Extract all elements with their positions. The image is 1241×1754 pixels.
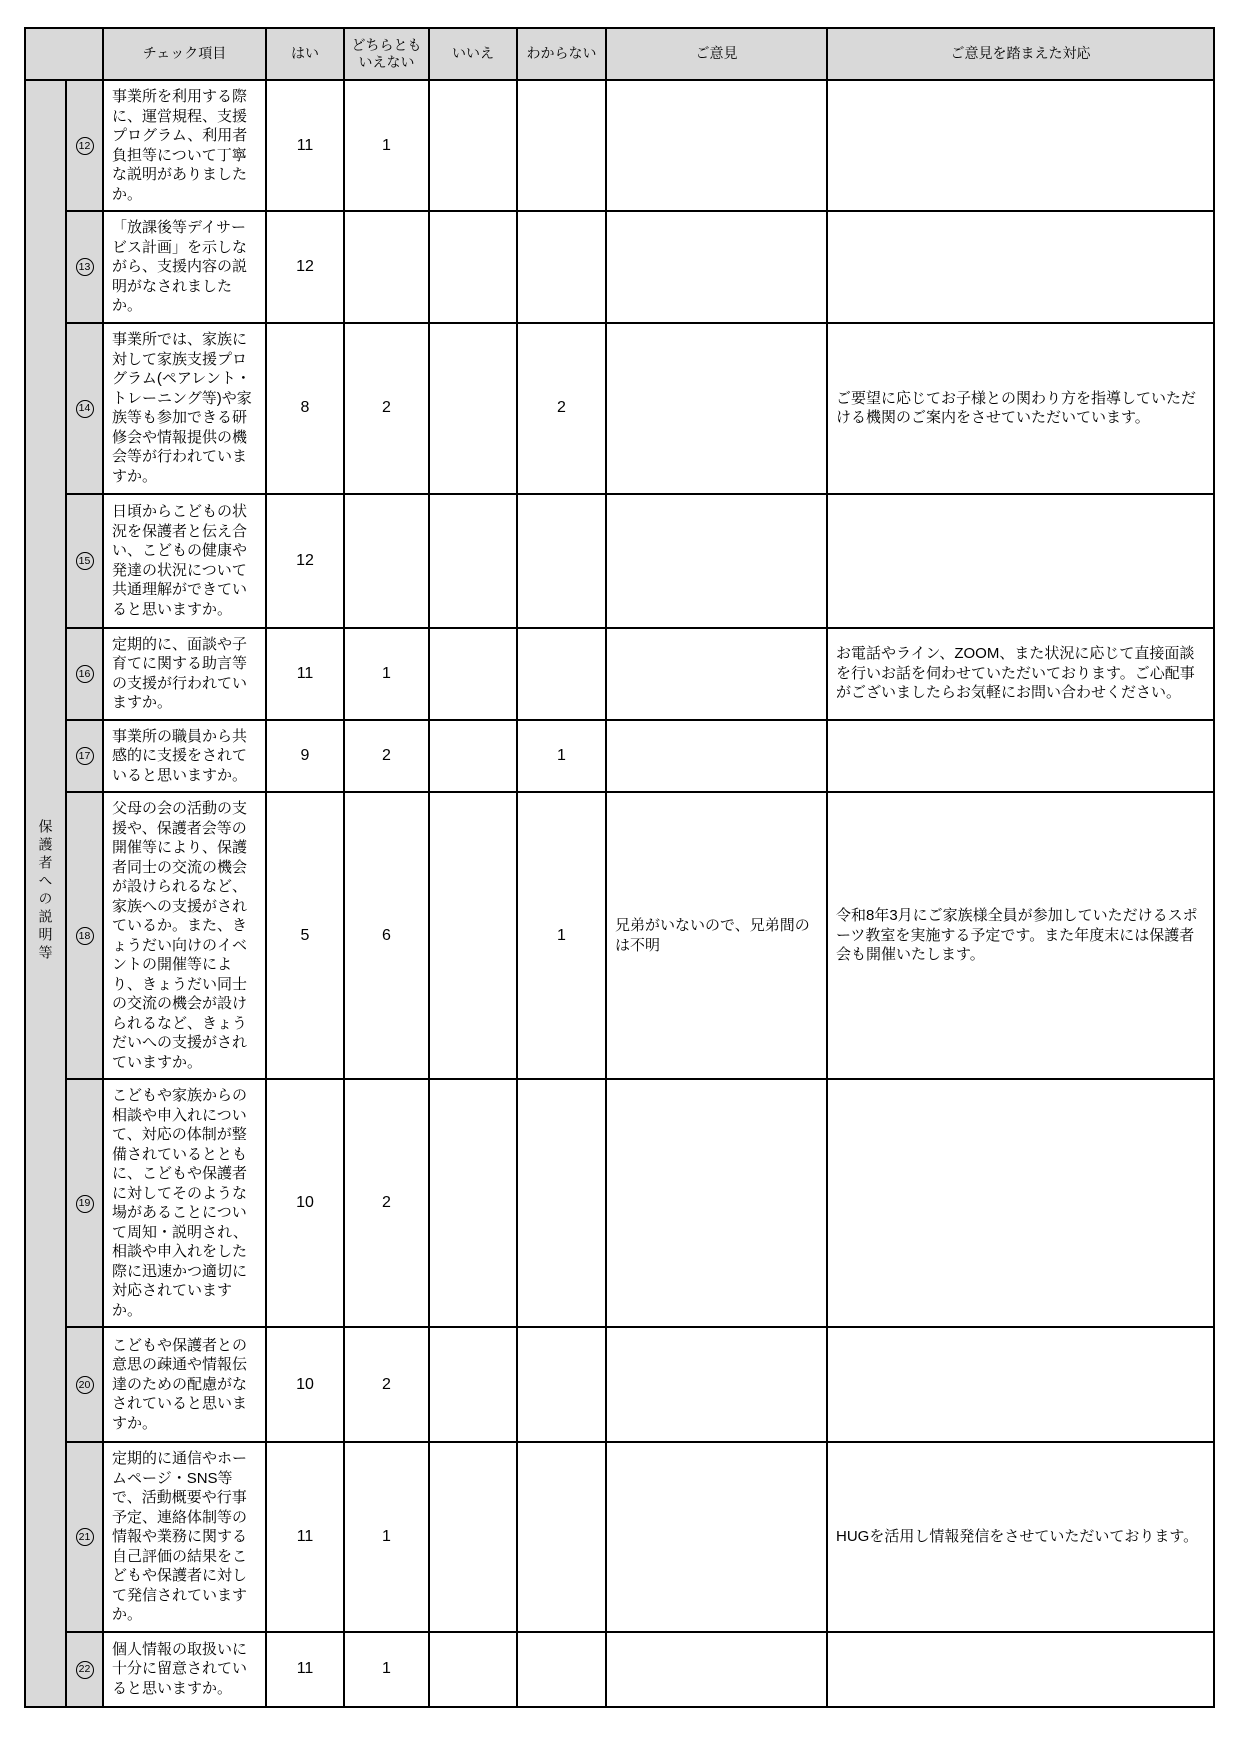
header-empty-cell [25,28,103,80]
opinion-cell [606,720,827,793]
response-cell: ご要望に応じてお子様との関わり方を指導していただける機関のご案内をさせていただいています。 [827,323,1214,494]
header-check-item: チェック項目 [103,28,266,80]
check-item-cell: 日頃からこどもの状況を保護者と伝え合い、こどもの健康や発達の状況について共通理解ができていると思いますか。 [103,494,266,628]
table-row [25,494,1214,628]
no-count-cell [429,1632,517,1707]
unknown-count-cell [517,628,606,720]
response-cell [827,494,1214,628]
opinion-cell [606,1442,827,1632]
yes-count-cell: 11 [266,1632,344,1707]
opinion-cell [606,323,827,494]
opinion-cell [606,494,827,628]
unknown-count-cell: 1 [517,792,606,1079]
opinion-cell [606,80,827,211]
neither-count-cell: 2 [344,323,429,494]
check-item-cell: 父母の会の活動の支援や、保護者会等の開催等により、保護者同士の交流の機会が設けられるなど、家族への支援がされているか。また、きょうだい向けのイベントの開催等により、きょうだい同士の交流の機会が設けられるなど、きょうだいへの支援がされていますか。 [103,792,266,1079]
check-item-cell: 個人情報の取扱いに十分に留意されていると思いますか。 [103,1632,266,1707]
no-count-cell [429,720,517,793]
circled-number: 21 [76,1528,94,1546]
no-count-cell [429,792,517,1079]
opinion-cell [606,628,827,720]
table-row [25,1442,1214,1632]
row-number-cell [66,80,103,211]
circled-number: 14 [76,400,94,418]
response-cell [827,1632,1214,1707]
response-cell [827,1327,1214,1442]
check-item-cell: こどもや保護者との意思の疎通や情報伝達のための配慮がなされていると思いますか。 [103,1327,266,1442]
circled-number: 17 [76,747,94,765]
circled-number: 16 [76,665,94,683]
circled-number: 19 [76,1195,94,1213]
circled-number: 13 [76,258,94,276]
unknown-count-cell [517,1632,606,1707]
header-opinion: ご意見 [606,28,827,80]
header-response: ご意見を踏まえた対応 [827,28,1214,80]
neither-count-cell: 1 [344,628,429,720]
yes-count-cell: 5 [266,792,344,1079]
no-count-cell [429,628,517,720]
neither-count-cell: 6 [344,792,429,1079]
row-number-cell [66,323,103,494]
table-row [25,1632,1214,1707]
yes-count-cell: 11 [266,1442,344,1632]
unknown-count-cell [517,211,606,323]
check-item-cell: こどもや家族からの相談や申入れについて、対応の体制が整備されているとともに、こどもや保護者に対してそのような場があることについて周知・説明され、相談や申入れをした際に迅速かつ適切に対応されていますか。 [103,1079,266,1327]
response-cell [827,1079,1214,1327]
table-row [25,628,1214,720]
response-cell: 令和8年3月にご家族様全員が参加していただけるスポーツ教室を実施する予定です。また年度末には保護者会も開催いたします。 [827,792,1214,1079]
yes-count-cell: 10 [266,1327,344,1442]
yes-count-cell: 8 [266,323,344,494]
opinion-cell [606,1632,827,1707]
neither-count-cell: 1 [344,80,429,211]
header-unknown: わからない [517,28,606,80]
table-row [25,720,1214,793]
row-number-cell [66,1442,103,1632]
unknown-count-cell [517,1327,606,1442]
no-count-cell [429,1327,517,1442]
table-row [25,1079,1214,1327]
category-label-cell [25,80,66,1707]
no-count-cell [429,494,517,628]
row-number-cell [66,494,103,628]
yes-count-cell: 10 [266,1079,344,1327]
yes-count-cell: 12 [266,494,344,628]
row-number-cell [66,792,103,1079]
category-label: 保護者への説明等 [37,818,54,963]
unknown-count-cell: 2 [517,323,606,494]
neither-count-cell [344,494,429,628]
row-number-cell [66,628,103,720]
unknown-count-cell [517,80,606,211]
yes-count-cell: 12 [266,211,344,323]
circled-number: 18 [76,927,94,945]
row-number-cell [66,1079,103,1327]
row-number-cell [66,211,103,323]
header-row [25,28,1214,80]
opinion-cell [606,1079,827,1327]
header-neither: どちらともいえない [344,28,429,80]
no-count-cell [429,1079,517,1327]
circled-number: 12 [76,137,94,155]
neither-count-cell: 1 [344,1632,429,1707]
response-cell [827,720,1214,793]
check-item-cell: 事業所の職員から共感的に支援をされていると思いますか。 [103,720,266,793]
survey-results-table [24,27,1215,1708]
neither-count-cell: 2 [344,720,429,793]
yes-count-cell: 11 [266,628,344,720]
table-body [25,80,1214,1707]
opinion-cell [606,211,827,323]
opinion-cell [606,1327,827,1442]
check-item-cell: 事業所を利用する際に、運営規程、支援プログラム、利用者負担等について丁寧な説明がありましたか。 [103,80,266,211]
check-item-cell: 事業所では、家族に対して家族支援プログラム(ペアレント・トレーニング等)や家族等も参加できる研修会や情報提供の機会等が行われていますか。 [103,323,266,494]
unknown-count-cell [517,1079,606,1327]
unknown-count-cell: 1 [517,720,606,793]
table-row [25,1327,1214,1442]
neither-count-cell: 2 [344,1327,429,1442]
unknown-count-cell [517,494,606,628]
check-item-cell: 定期的に、面談や子育てに関する助言等の支援が行われていますか。 [103,628,266,720]
unknown-count-cell [517,1442,606,1632]
no-count-cell [429,323,517,494]
table-row [25,323,1214,494]
response-cell [827,211,1214,323]
row-number-cell [66,1327,103,1442]
no-count-cell [429,211,517,323]
no-count-cell [429,1442,517,1632]
response-cell: お電話やライン、ZOOM、また状況に応じて直接面談を行いお話を伺わせていただいております。ご心配事がございましたらお気軽にお問い合わせください。 [827,628,1214,720]
table-row [25,80,1214,211]
neither-count-cell: 2 [344,1079,429,1327]
neither-count-cell: 1 [344,1442,429,1632]
circled-number: 15 [76,552,94,570]
header-no: いいえ [429,28,517,80]
circled-number: 22 [76,1661,94,1679]
header-yes: はい [266,28,344,80]
no-count-cell [429,80,517,211]
row-number-cell [66,1632,103,1707]
response-cell: HUGを活用し情報発信をさせていただいております。 [827,1442,1214,1632]
check-item-cell: 「放課後等デイサービス計画」を示しながら、支援内容の説明がなされましたか。 [103,211,266,323]
response-cell [827,80,1214,211]
check-item-cell: 定期的に通信やホームページ・SNS等で、活動概要や行事予定、連絡体制等の情報や業務に関する自己評価の結果をこどもや保護者に対して発信されていますか。 [103,1442,266,1632]
table-row [25,211,1214,323]
table-row [25,792,1214,1079]
row-number-cell [66,720,103,793]
circled-number: 20 [76,1376,94,1394]
opinion-cell: 兄弟がいないので、兄弟間のは不明 [606,792,827,1079]
yes-count-cell: 11 [266,80,344,211]
yes-count-cell: 9 [266,720,344,793]
neither-count-cell [344,211,429,323]
